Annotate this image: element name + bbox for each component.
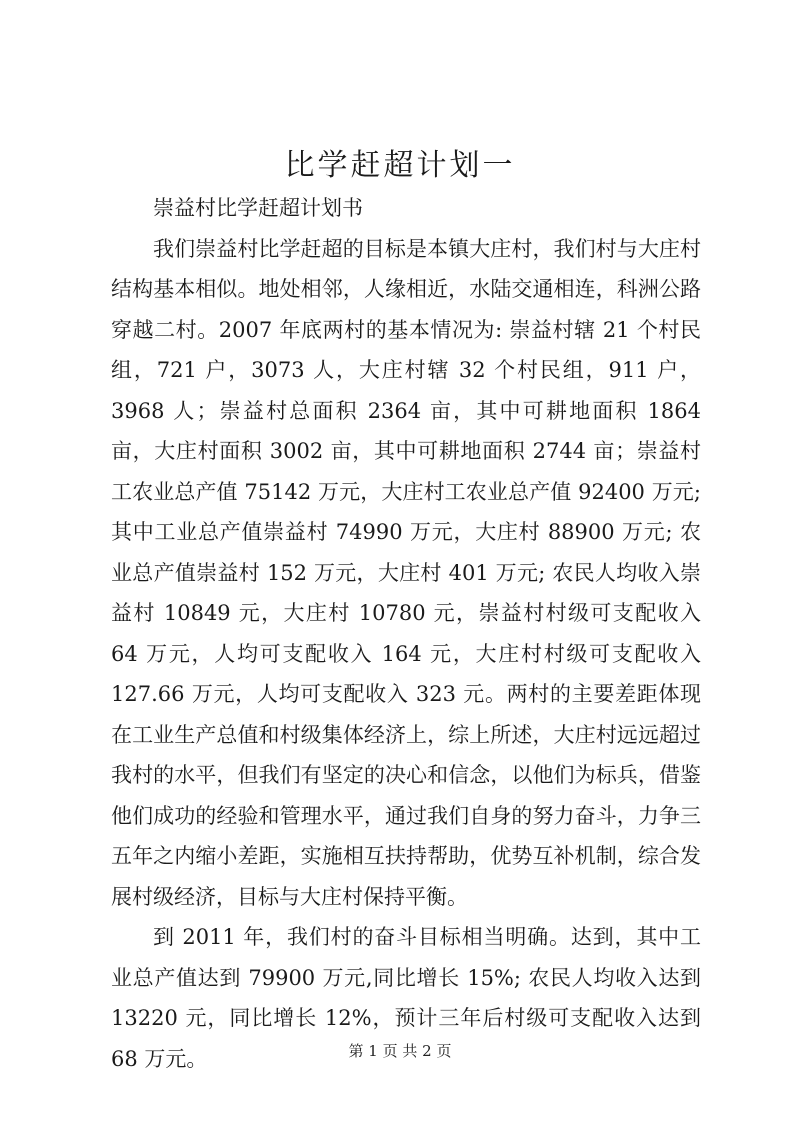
paragraph-goal: 到 2011 年，我们村的奋斗目标相当明确。达到，其中工业总产值达到 79900 万元,同比增长 15%; 农民人均收入达到 13220 元，同比增长 12%，预计三年后村级可支配收入达到 68 万元。 (111, 925, 701, 1071)
paragraph-heading: 崇益村比学赶超计划书 (153, 196, 363, 220)
document-body (111, 188, 701, 1079)
page-footer: 第 1 页 共 2 页 (348, 1042, 452, 1060)
document-title: 比学赶超计划一 (284, 148, 516, 183)
paragraph-main: 我们崇益村比学赶超的目标是本镇大庄村，我们村与大庄村结构基本相似。地处相邻，人缘相近，水陆交通相连，科洲公路穿越二村。2007 年底两村的基本情况为: 崇益村辖 21 个村民组，721 户，3073 人，大庄村辖 32 个村民组，911 户，3968 人；崇益村总面积 2364 亩，其中可耕地面积 1864 亩，大庄村面积 3002 亩，其中可耕地面积 2744 亩；崇益村工农业总产值 75142 万元，大庄村工农业总产值 92400 万元; 其中工业总产值崇益村 74990 万元，大庄村 88900 万元; 农业总产值崇益村 152 万元，大庄村 401 万元; 农民人均收入崇益村 10849 元，大庄村 10780 元，崇益村村级可支配收入 64 万元，人均可支配收入 164 元，大庄村村级可支配收入 127.66 万元，人均可支配收入 323 元。两村的主要差距体现在工业生产总值和村级集体经济上，综上所述，大庄村远远超过我村的水平，但我们有坚定的决心和信念，以他们为标兵，借鉴他们成功的经验和管理水平，通过我们自身的努力奋斗，力争三五年之内缩小差距，实施相互扶持帮助，优势互补机制，综合发展村级经济，目标与大庄村保持平衡。 (111, 236, 701, 909)
